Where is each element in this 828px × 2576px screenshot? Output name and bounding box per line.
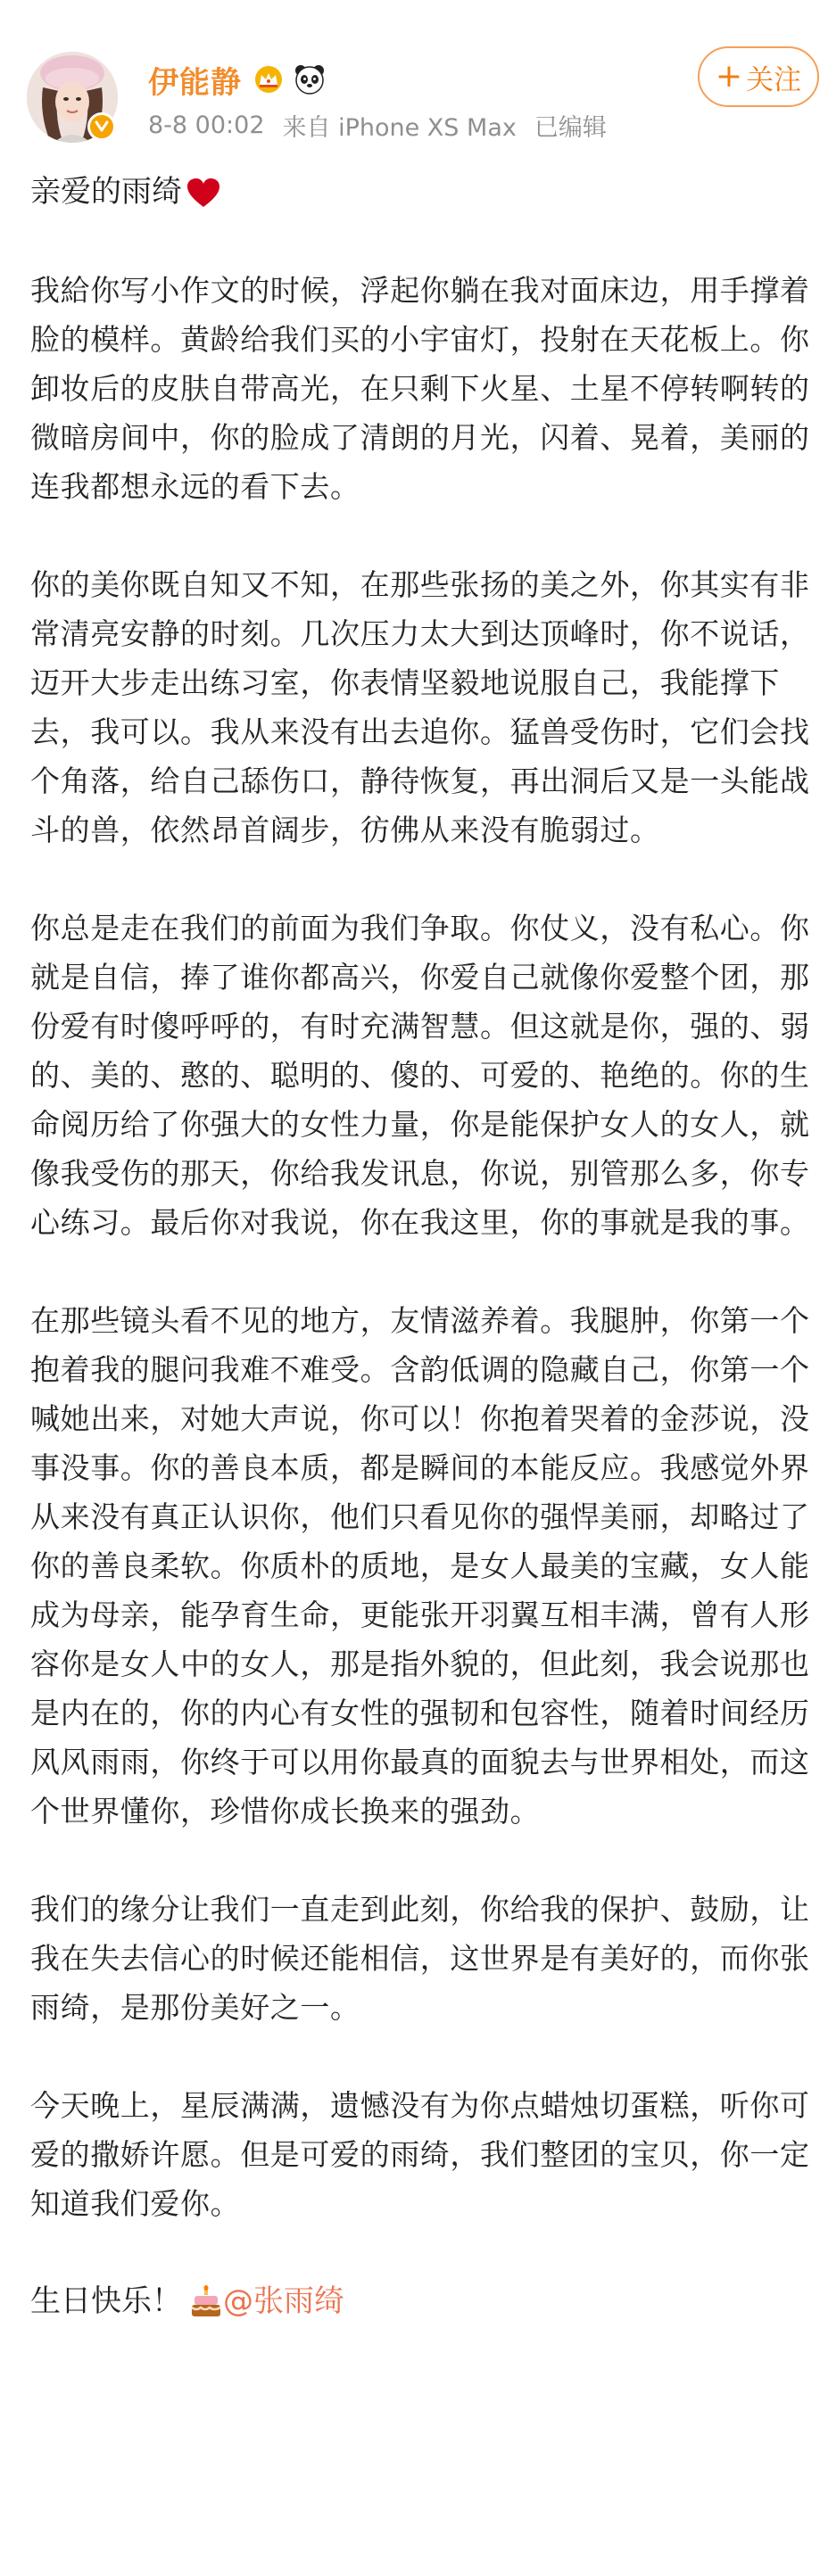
post-meta: [148, 109, 625, 141]
post-title-line: [30, 168, 812, 217]
closing-text: 生日快乐！: [30, 2283, 182, 2319]
panda-icon: [294, 63, 326, 95]
verified-badge-icon: [87, 112, 116, 141]
mention-link[interactable]: @张雨绮: [223, 2283, 344, 2319]
post-edited-label[interactable]: 已编辑: [534, 113, 607, 142]
follow-button-label: 关注: [746, 63, 802, 96]
username[interactable]: 伊能静: [148, 64, 242, 101]
paragraph: 你的美你既自知又不知，在那些张扬的美之外，你其实有非常清亮安静的时刻。几次压力太大到达顶峰时，你不说话，迈开大步走出练习室，你表情坚毅地说服自己，我能撑下去，我可以。我从来没有出去追你。猛兽受伤时，它们会找个角落，给自己舔伤口，静待恢复，再出洞后又是一头能战斗的兽，依然昂首阔步，彷佛从来没有脆弱过。: [30, 567, 810, 847]
closing-line: [30, 2277, 812, 2326]
plus-icon: +: [715, 58, 743, 95]
username-row: [148, 57, 326, 102]
post-source[interactable]: 来自 iPhone XS Max: [282, 113, 517, 142]
post-title: 亲爱的雨绮: [30, 174, 182, 210]
heart-icon: [186, 177, 221, 209]
paragraph: 你总是走在我们的前面为我们争取。你仗义，没有私心。你就是自信，捧了谁你都高兴，你爱自己就像你爱整个团，那份爱有时傻呼呼的，有时充满智慧。但这就是你，强的、弱的、美的、憨的、聪明的、傻的、可爱的、艳绝的。你的生命阅历给了你强大的女性力量，你是能保护女人的女人，就像我受伤的那天，你给我发讯息，你说，别管那么多，你专心练习。最后你对我说，你在我这里，你的事就是我的事。: [30, 911, 810, 1240]
paragraph: 我給你写小作文的时候，浮起你躺在我对面床边，用手撑着脸的模样。黄龄给我们买的小宇宙灯，投射在天花板上。你卸妆后的皮肤自带高光，在只剩下火星、土星不停转啊转的微暗房间中，你的脸成了清朗的月光，闪着、晃着，美丽的连我都想永远的看下去。: [30, 273, 810, 504]
avatar[interactable]: [27, 52, 118, 143]
follow-button[interactable]: [698, 46, 819, 107]
paragraph: 今天晚上，星辰满满，遗憾没有为你点蜡烛切蛋糕，听你可爱的撒娇许愿。但是可爱的雨绮，我们整团的宝贝，你一定知道我们爱你。: [30, 2088, 810, 2221]
paragraph: 我们的缘分让我们一直走到此刻，你给我的保护、鼓励，让我在失去信心的时候还能相信，这世界是有美好的，而你张雨绮，是那份美好之一。: [30, 1892, 810, 2025]
birthday-cake-icon: [189, 2285, 223, 2319]
post-timestamp: 8-8 00:02: [148, 111, 265, 139]
paragraph: 在那些镜头看不见的地方，友情滋养着。我腿肿，你第一个抱着我的腿问我难不难受。含韵低调的隐藏自己，你第一个喊她出来，对她大声说，你可以！你抱着哭着的金莎说，没事没事。你的善良本质，都是瞬间的本能反应。我感觉外界从来没有真正认识你，他们只看见你的强悍美丽，却略过了你的善良柔软。你质朴的质地，是女人最美的宝藏，女人能成为母亲，能孕育生命，更能张开羽翼互相丰满，曾有人形容你是女人中的女人，那是指外貌的，但此刻，我会说那也是内在的，你的内心有女性的强韧和包容性，随着时间经历风风雨雨，你终于可以用你最真的面貌去与世界相处，而这个世界懂你，珍惜你成长换来的强劲。: [30, 1303, 810, 1829]
post-body: [30, 168, 812, 2326]
post-header: [0, 0, 828, 169]
crown-icon: [253, 65, 285, 94]
